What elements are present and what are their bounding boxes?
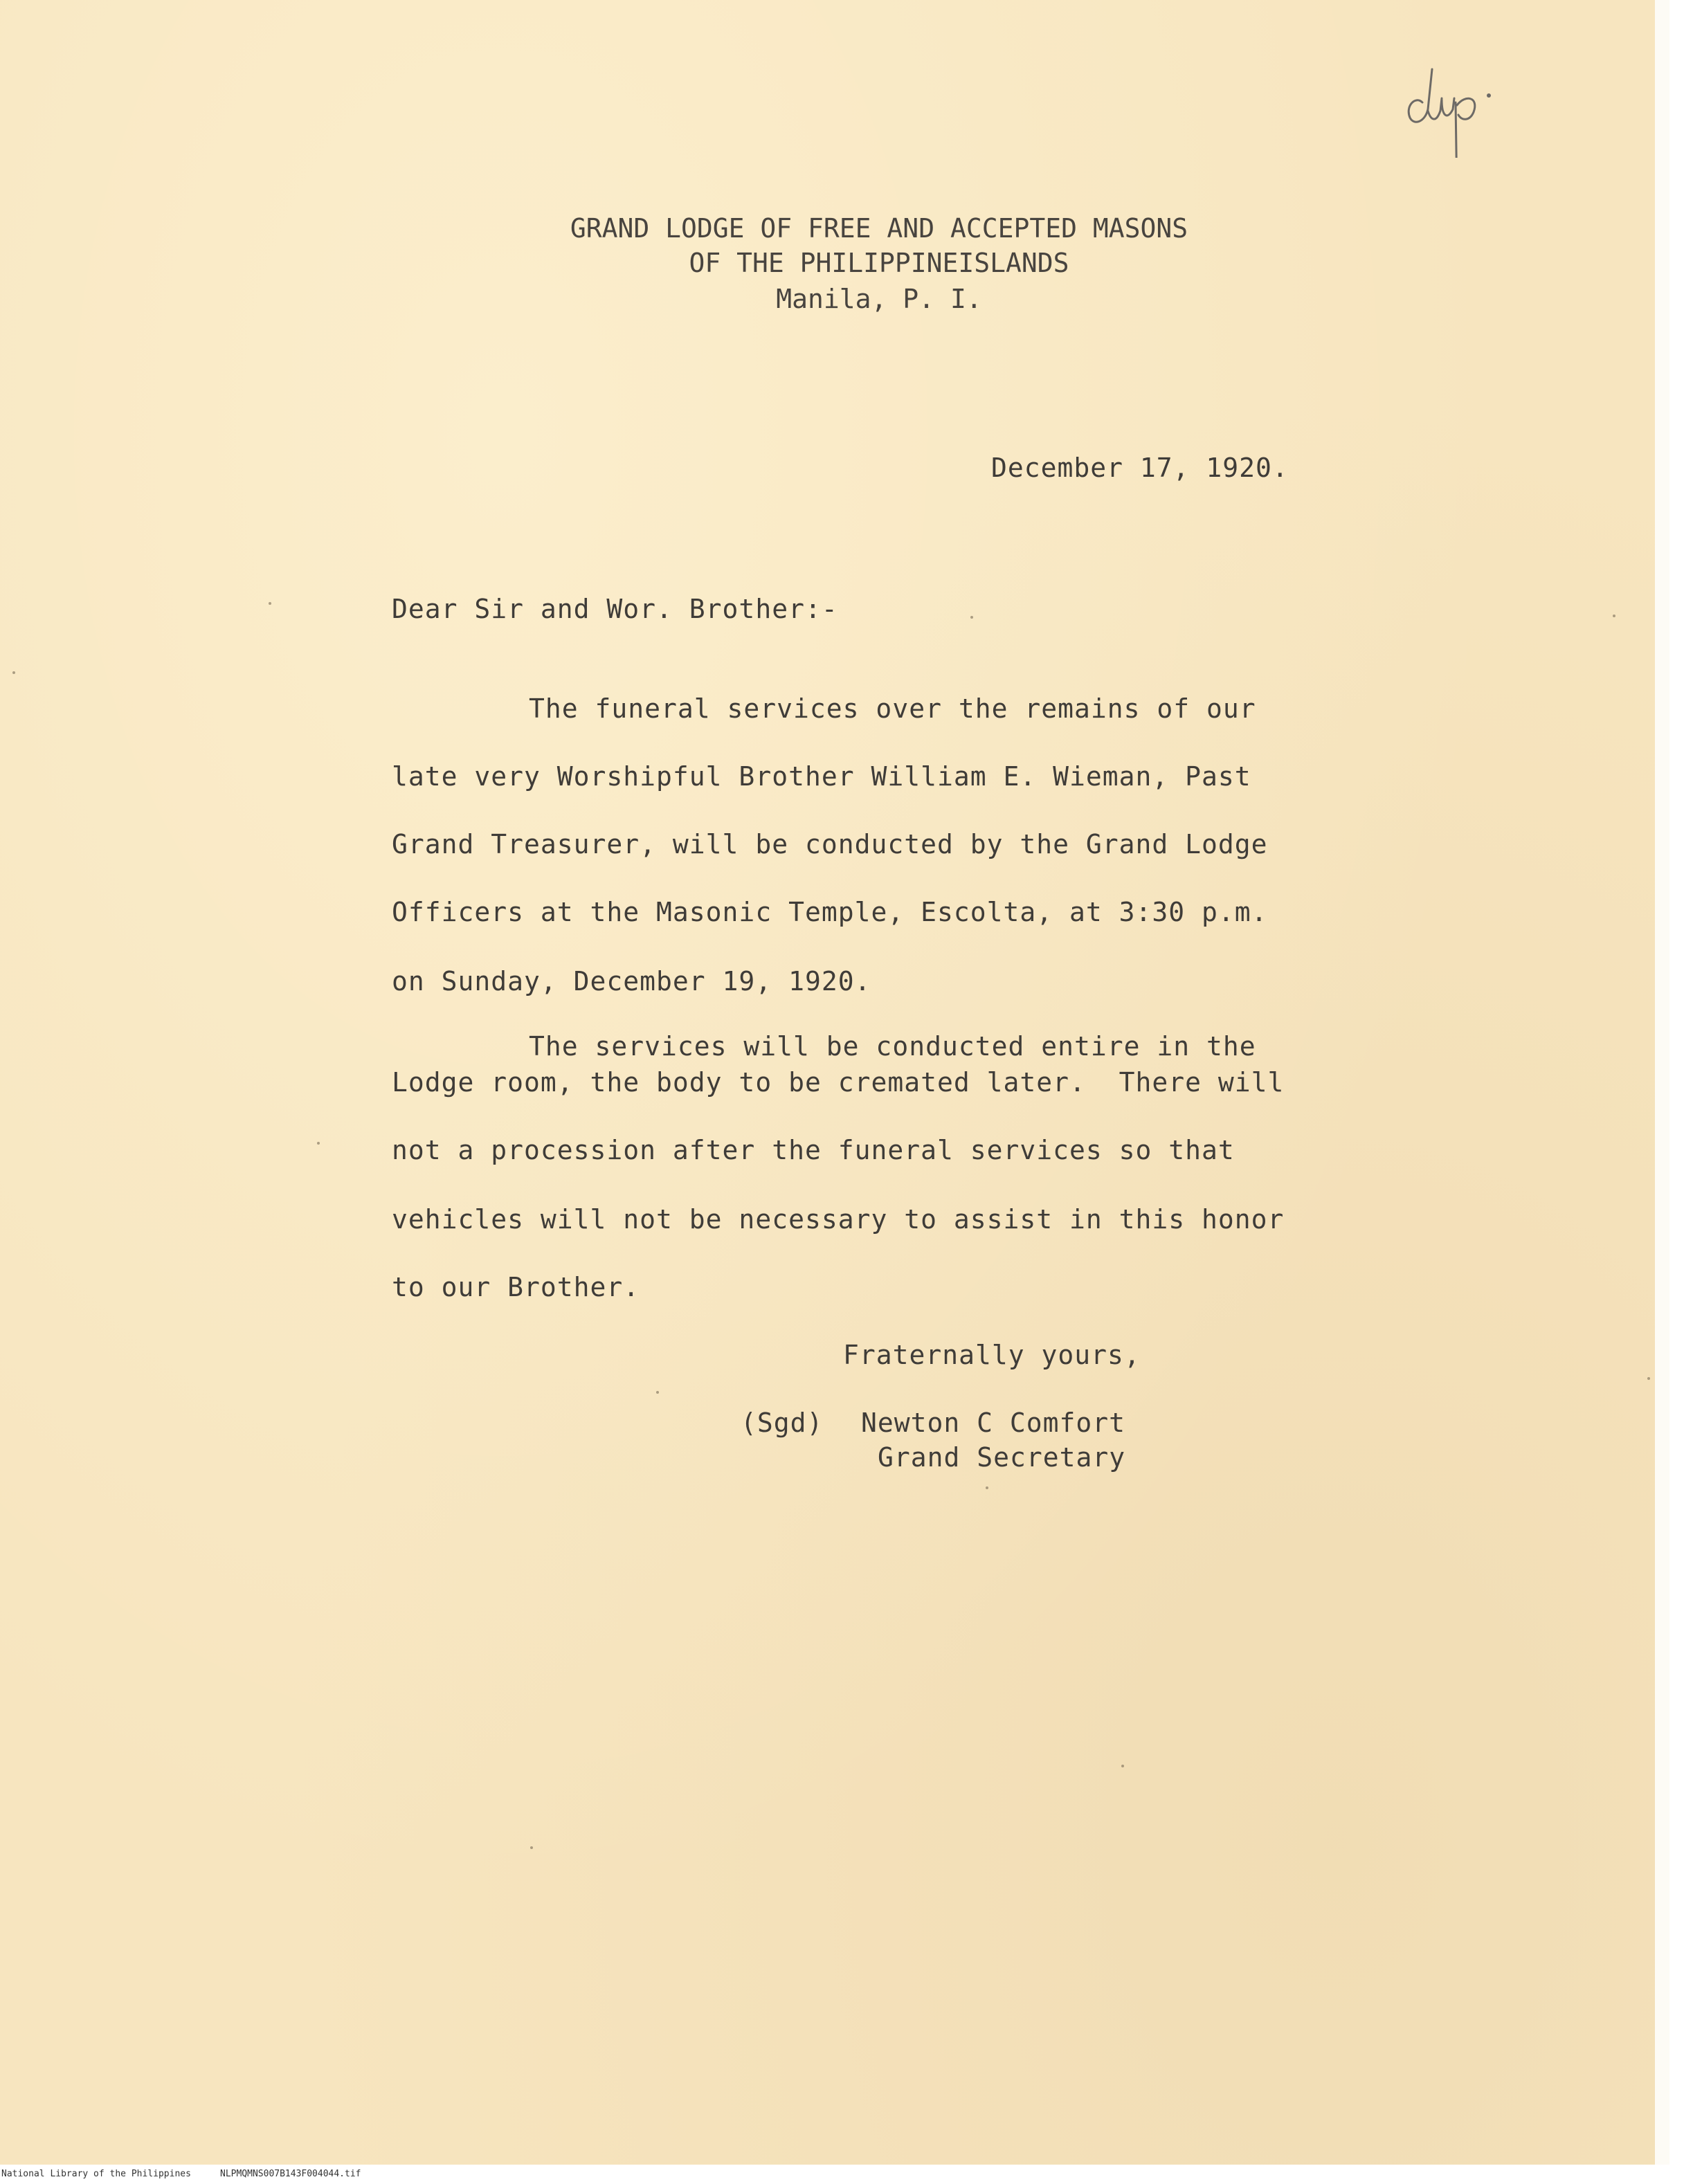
paper-speck <box>970 616 973 619</box>
letterhead-line-2: OF THE PHILIPPINEISLANDS <box>689 248 1069 278</box>
paragraph-2-line-1: The services will be conducted entire in the <box>529 1031 1256 1062</box>
paper-speck <box>12 671 15 674</box>
signature-name: Newton C Comfort <box>861 1408 1126 1438</box>
closing: Fraternally yours, <box>843 1340 1141 1370</box>
footer-file-name: NLPMQMNS007B143F004044.tif <box>220 2169 361 2179</box>
paper-speck <box>269 602 271 605</box>
paragraph-1-line-3: Grand Treasurer, will be conducted by the Grand Lodge <box>392 829 1268 859</box>
paragraph-1-line-4: Officers at the Masonic Temple, Escolta, at 3:30 p.m. <box>392 897 1268 927</box>
paragraph-1-line-1: The funeral services over the remains of our <box>529 693 1256 724</box>
paragraph-2-line-2: Lodge room, the body to be cremated later. There will <box>392 1067 1285 1098</box>
footer-institution: National Library of the Philippines <box>1 2169 191 2179</box>
paper-speck <box>1613 615 1615 617</box>
salutation: Dear Sir and Wor. Brother:- <box>392 594 838 624</box>
paper-speck <box>317 1142 320 1145</box>
paragraph-2-line-4: vehicles will not be necessary to assist in this honor <box>392 1204 1285 1235</box>
letter-date: December 17, 1920. <box>991 453 1289 483</box>
letterhead-line-3: Manila, P. I. <box>776 284 982 314</box>
signature-prefix: (Sgd) <box>741 1408 824 1438</box>
paper-speck <box>986 1486 988 1489</box>
paper-speck <box>656 1391 659 1394</box>
signature-title: Grand Secretary <box>878 1442 1126 1473</box>
page-edge <box>1655 0 1669 2165</box>
paper-speck <box>1121 1765 1124 1767</box>
paragraph-2-line-5: to our Brother. <box>392 1272 640 1302</box>
paper-speck <box>1647 1377 1650 1380</box>
paragraph-2-line-3: not a procession after the funeral services so that <box>392 1135 1235 1165</box>
paragraph-1-line-5: on Sunday, December 19, 1920. <box>392 966 871 997</box>
handwritten-dup-note <box>1402 54 1519 158</box>
paper-speck <box>530 1846 533 1849</box>
paragraph-1-line-2: late very Worshipful Brother William E. Wieman, Past <box>392 761 1251 792</box>
letterhead-line-1: GRAND LODGE OF FREE AND ACCEPTED MASONS <box>570 213 1188 244</box>
